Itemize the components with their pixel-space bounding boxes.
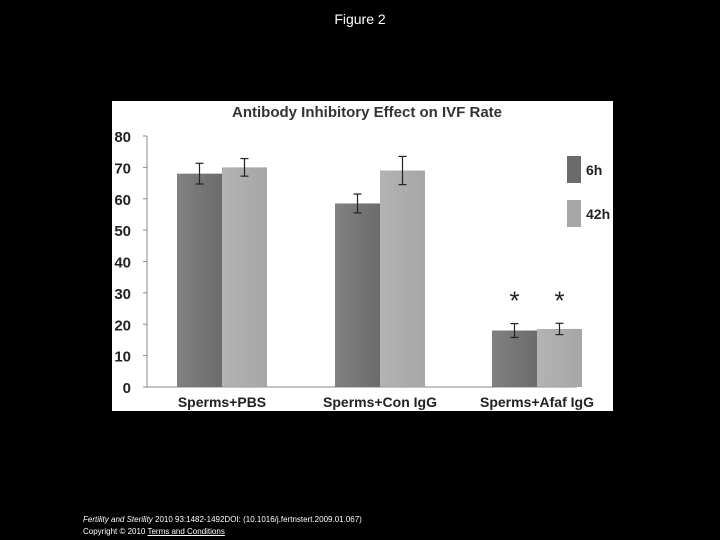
copyright-text: Copyright © 2010 xyxy=(83,527,148,536)
chart-bars xyxy=(177,167,582,387)
bar-6h-2 xyxy=(335,203,380,387)
legend-label-42h: 42h xyxy=(586,206,611,222)
y-tick-label: 20 xyxy=(114,317,131,335)
y-tick-label: 60 xyxy=(114,191,131,209)
y-tick-label: 50 xyxy=(114,223,131,241)
significance-asterisk: * xyxy=(509,285,520,316)
slide-title: Figure 2 xyxy=(334,11,386,27)
legend-swatch-42h xyxy=(567,200,581,227)
x-tick-label: Sperms+PBS xyxy=(177,394,267,410)
y-tick-label: 30 xyxy=(114,285,131,303)
legend-label-6h: 6h xyxy=(586,162,603,178)
x-tick-label: Sperms+Afaf IgG xyxy=(480,394,594,410)
y-tick-label: 10 xyxy=(114,348,131,366)
y-tick-label: 70 xyxy=(114,160,131,178)
chart-annotations xyxy=(509,285,564,315)
copyright-line xyxy=(83,526,362,538)
terms-link[interactable]: Terms and Conditions xyxy=(147,527,225,536)
figure-panel xyxy=(112,101,613,411)
chart-title: Antibody Inhibitory Effect on IVF Rate xyxy=(232,104,502,121)
citation-text: 2010 93:1482-1492DOI: (10.1016/j.fertnstert.2009.01.067) xyxy=(152,515,362,524)
y-tick-label: 0 xyxy=(122,380,131,397)
bar-6h-1 xyxy=(177,174,222,387)
significance-asterisk: * xyxy=(554,285,565,316)
y-tick-label: 40 xyxy=(114,254,131,272)
legend-swatch-6h xyxy=(567,156,581,183)
bar-chart xyxy=(112,101,613,411)
bar-42h-1 xyxy=(222,167,267,387)
journal-name: Fertility and Sterility xyxy=(83,515,153,524)
citation-line xyxy=(83,514,362,526)
bar-6h-3 xyxy=(492,331,537,387)
x-tick-label: Sperms+Con IgG xyxy=(323,394,437,410)
citation-footer xyxy=(83,514,362,538)
bar-42h-3 xyxy=(537,329,582,387)
bar-42h-2 xyxy=(380,171,425,387)
y-tick-label: 80 xyxy=(114,129,131,146)
chart-legend xyxy=(567,156,610,227)
